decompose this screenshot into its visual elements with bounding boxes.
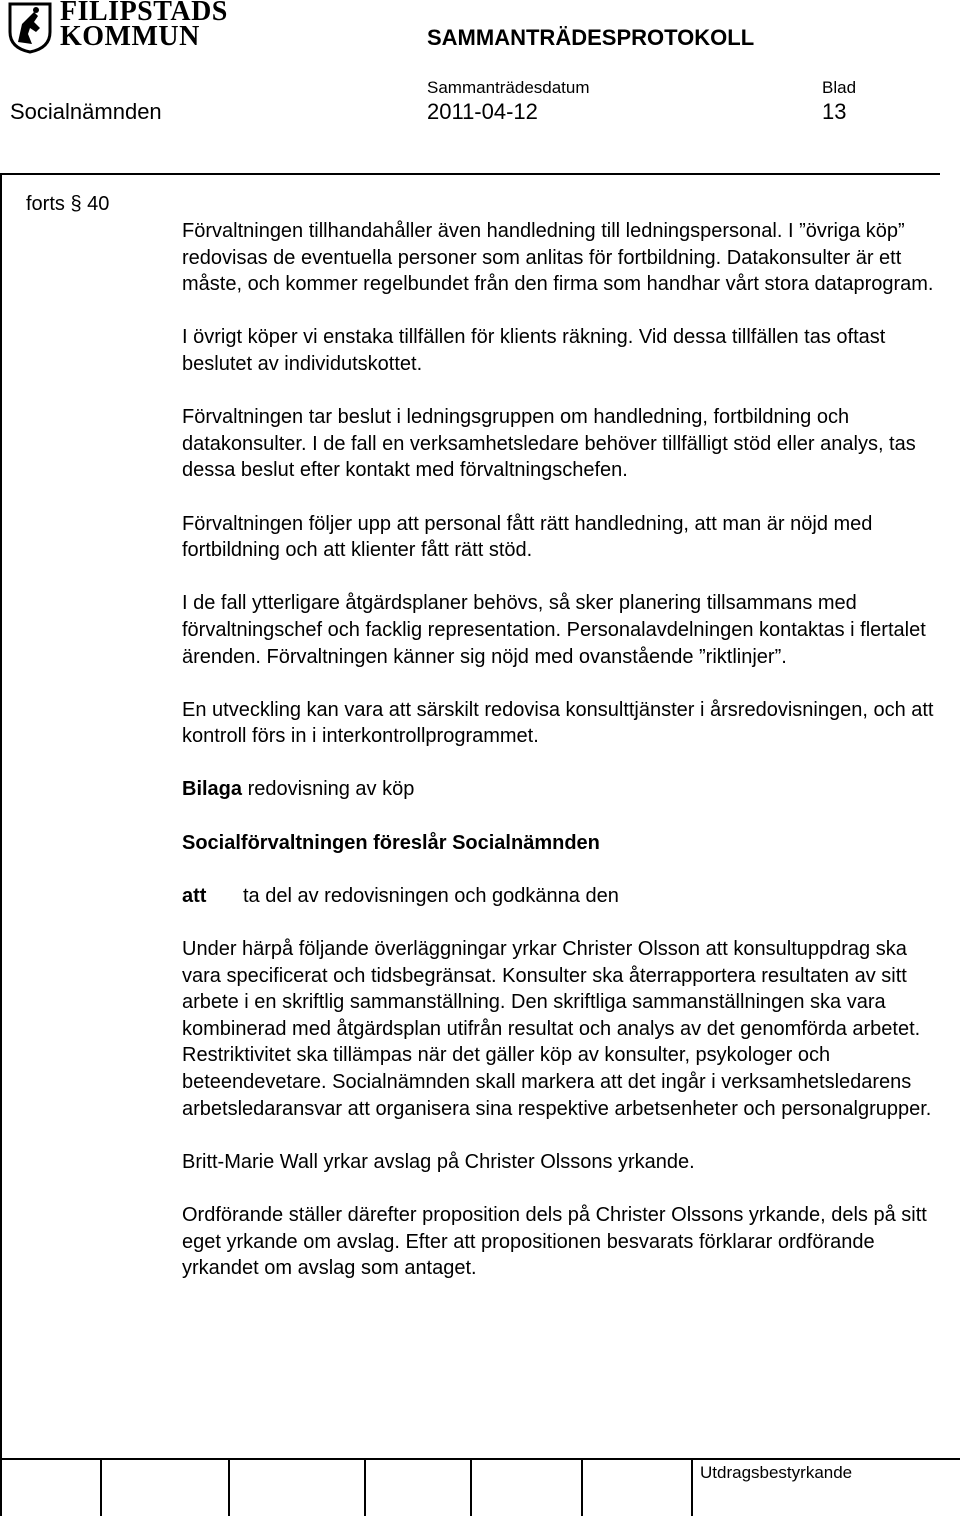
paragraph: En utveckling kan vara att särskilt redovisa konsulttjänster i årsredovisningen, och att kontroll förs in i interkontrollprogrammet. [182,698,934,748]
signature-box-divider [470,1458,472,1516]
page-number: 13 [822,99,847,124]
attachment-label: Bilaga [182,778,243,801]
org-name-line2: KOMMUN [60,21,200,52]
date-label: Sammanträdesdatum [427,78,590,97]
footer-certification-label: Utdragsbestyrkande [700,1463,853,1482]
signature-box-divider [691,1458,693,1516]
municipality-logo [8,0,228,54]
paragraph: Under härpå följande överläggningar yrkar Christer Olsson att konsultuppdrag ska vara specificerat och tidsbegränsat. Konsulter ska återrapportera resultaten av sitt arbete i en skriftlig sammanställning. Den skriftliga sammanställningen ska vara kombinerad med åtgärdsplan utifrån resultat och analys av det genomförda arbetet. Restriktivitet ska tillämpas när det gäller köp av konsulter, psykologer och beteendevetare. Socialnämnden skall markera att det ingår i verksamhetsledarens arbetsledaransvar att organisera sina respektive arbetsenheter och personalgrupper. [182,938,932,1120]
paragraph: Ordförande ställer därefter proposition dels på Christer Olssons yrkande, dels på sitt eget yrkande om avslag. Efter att propositionen besvarats förklarar ordförande yrkandet om avslag som antaget. [182,1203,927,1280]
signature-box-divider [228,1458,230,1516]
section-reference: forts § 40 [26,193,110,215]
paragraph: I övrigt köper vi enstaka tillfällen för klients räkning. Vid dessa tillfällen tas oftast beslutet av individutskottet. [182,326,886,375]
signature-box-divider [100,1458,102,1516]
footer-divider [0,1458,960,1460]
org-name-line1: FILIPSTADS [60,0,228,27]
header-divider [0,173,940,175]
protocol-body [182,218,942,1308]
attachment-line [182,776,942,803]
attachment-text: redovisning av köp [247,778,415,801]
page-label: Blad [822,78,857,97]
proposal-att: att [182,884,207,907]
proposal-line [182,883,942,910]
paragraph: Förvaltningen tillhandahåller även handledning till ledningspersonal. I ”övriga köp” redovisas de eventuella personer som anlitas för fortbildning. Datakonsulter är ett måste, och kommer regelbundet från den firma som handhar vårt stora dataprogram. [182,220,934,296]
paragraph: Förvaltningen tar beslut i ledningsgruppen om handledning, fortbildning och datakonsulter. I de fall en verksamhetsledare behöver tillfälligt stöd eller analys, tas dessa beslut efter kontakt med förvaltningschefen. [182,406,916,482]
paragraph: Britt-Marie Wall yrkar avslag på Christer Olssons yrkande. [182,1150,695,1173]
proposal-heading: Socialförvaltningen föreslår Socialnämnden [182,831,600,854]
signature-box-divider [581,1458,583,1516]
document-title: SAMMANTRÄDESPROTOKOLL [427,25,755,50]
paragraph: I de fall ytterligare åtgärdsplaner behövs, så sker planering tillsammans med förvaltningschef och facklig representation. Personalavdelningen kontaktas i flertalet ärenden. Förvaltningen känner sig nöjd med ovanstående ”riktlinjer”. [182,592,926,668]
paragraph: Förvaltningen följer upp att personal fått rätt handledning, att man är nöjd med fortbildning och att klienter fått rätt stöd. [182,512,873,562]
signature-box-divider [364,1458,366,1516]
meeting-date: 2011-04-12 [427,99,538,124]
proposal-text: ta del av redovisningen och godkänna den [243,884,619,907]
committee-name: Socialnämnden [10,99,162,124]
left-margin-line [0,173,2,1516]
coat-of-arms-icon [8,2,52,54]
